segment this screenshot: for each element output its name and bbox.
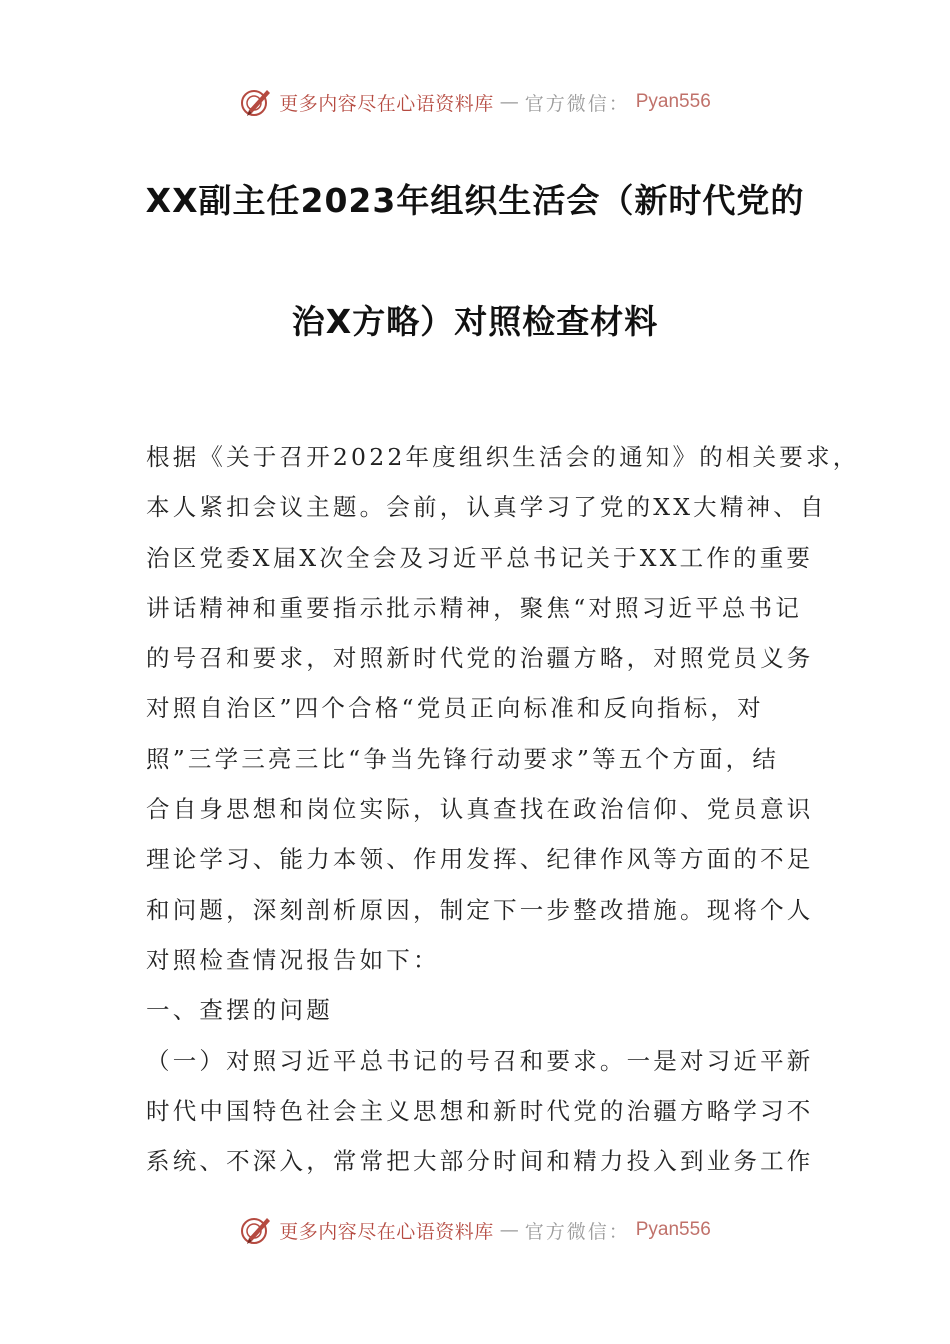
watermark-separator: — [499, 1219, 519, 1241]
body-line: 照”三学三亮三比“争当先锋行动要求”等五个方面，结 [146, 744, 780, 773]
body-line: 对照自治区”四个合格“党员正向标准和反向指标，对 [146, 694, 764, 723]
watermark-separator: — [499, 91, 519, 113]
footer-watermark [0, 1210, 950, 1250]
body-line: 治区党委X届X次全会及习近平总书记关于XX工作的重要 [146, 543, 814, 572]
body-line: 讲话精神和重要指示批示精神，聚焦“对照习近平总书记 [146, 593, 803, 622]
section-heading: 一、查摆的问题 [146, 996, 333, 1025]
watermark-wechat-label: 官方微信： [524, 92, 630, 115]
watermark-wechat-label: 官方微信： [524, 1220, 630, 1243]
document-title-line-1: XX副主任2023年组织生活会（新时代党的 [145, 181, 805, 220]
header-watermark [0, 82, 950, 122]
body-line: （一）对照习近平总书记的号召和要求。一是对习近平新 [146, 1046, 814, 1075]
document-title-line-2: 治X方略）对照检查材料 [291, 302, 659, 341]
pen-seal-icon [239, 1213, 273, 1247]
body-line: 根据《关于召开2022年度组织生活会的通知》的相关要求， [146, 443, 860, 471]
body-line: 合自身思想和岗位实际，认真查找在政治信仰、党员意识 [146, 795, 814, 824]
body-line: 理论学习、能力本领、作用发挥、纪律作风等方面的不足 [146, 845, 814, 874]
body-line: 的号召和要求，对照新时代党的治疆方略，对照党员义务 [146, 644, 814, 673]
watermark-brand-text: 更多内容尽在心语资料库 [279, 1220, 494, 1243]
document-body [146, 432, 860, 1186]
body-line: 系统、不深入，常常把大部分时间和精力投入到业务工作 [146, 1147, 814, 1176]
body-line: 和问题，深刻剖析原因，制定下一步整改措施。现将个人 [146, 895, 814, 924]
watermark-wechat-id: Pyan556 [635, 1219, 711, 1240]
body-line: 本人紧扣会议主题。会前，认真学习了党的XX大精神、自 [146, 493, 827, 522]
watermark-wechat-id: Pyan556 [635, 91, 711, 112]
watermark-brand-text: 更多内容尽在心语资料库 [279, 92, 494, 115]
body-line: 时代中国特色社会主义思想和新时代党的治疆方略学习不 [146, 1096, 814, 1125]
body-line: 对照检查情况报告如下： [146, 945, 440, 974]
pen-seal-icon [239, 85, 273, 119]
